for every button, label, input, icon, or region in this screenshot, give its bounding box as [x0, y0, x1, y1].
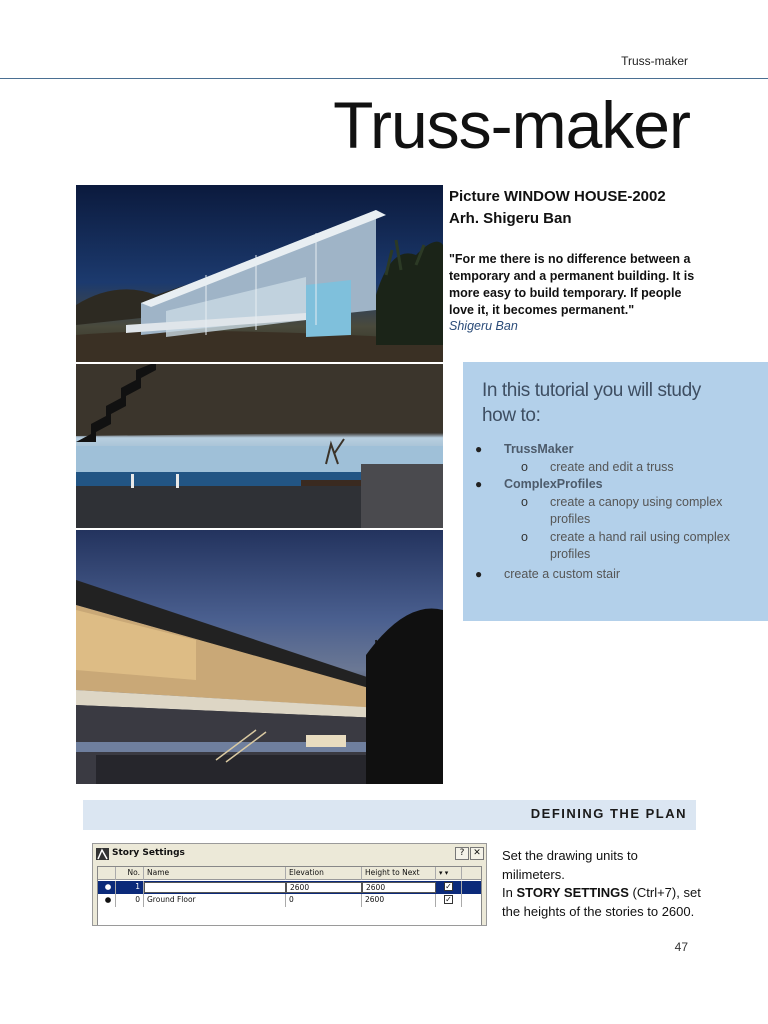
table-row[interactable] — [98, 881, 481, 894]
show-checkbox[interactable]: ✓ — [445, 882, 452, 891]
tutorial-heading: In this tutorial you will study how to: — [482, 380, 701, 426]
photo-interior — [76, 364, 443, 528]
plan-rest: (Ctrl+7), set the heights of the stories to 2600. — [502, 885, 701, 919]
photo-night — [76, 530, 443, 784]
plan-instructions — [502, 847, 702, 921]
list-subitem-label: create and edit a truss — [550, 459, 674, 474]
quote-author: Shigeru Ban — [449, 319, 518, 333]
cell-height[interactable]: 2600 — [362, 894, 436, 907]
page-number: 47 — [674, 940, 688, 954]
story-grid — [97, 866, 482, 926]
close-button[interactable]: ✕ — [470, 847, 484, 860]
cell-elevation[interactable]: 0 — [286, 894, 362, 907]
cell-no: 0 — [116, 894, 144, 907]
bullet-icon: ● — [475, 477, 483, 491]
tutorial-box — [463, 362, 768, 621]
dialog-titlebar — [93, 844, 486, 864]
column-header-show[interactable]: ▾ ▾ — [436, 867, 462, 880]
quote-text: "For me there is no difference between a temporary and a permanent building. It is more easy to build temporary. If people love it, it becomes permanent." — [449, 252, 695, 317]
app-logo-icon — [96, 848, 109, 860]
list-item — [475, 441, 760, 459]
row-marker: ● — [98, 894, 116, 907]
column-header-name[interactable]: Name — [144, 867, 286, 880]
bullet-icon: ● — [475, 566, 483, 581]
cell-show-checkbox-wrap — [436, 881, 462, 894]
list-subitem — [475, 494, 760, 529]
plan-line-1: Set the drawing units to milimeters. — [502, 848, 638, 882]
header-rule — [0, 78, 768, 79]
photo-caption — [449, 186, 666, 230]
grid-header-row — [98, 867, 481, 880]
caption-line-2: Arh. Shigeru Ban — [449, 210, 572, 227]
cell-show-checkbox-wrap — [436, 894, 462, 907]
photo-exterior — [76, 185, 443, 362]
row-marker: ● — [98, 881, 116, 894]
list-subitem — [475, 529, 760, 564]
grid-marker-header — [98, 867, 116, 880]
help-button[interactable]: ? — [455, 847, 469, 860]
circle-bullet-icon: o — [521, 459, 528, 474]
tutorial-list — [475, 441, 760, 583]
list-item-label: create a custom stair — [504, 566, 621, 581]
column-header-elevation[interactable]: Elevation — [286, 867, 362, 880]
column-header-no[interactable]: No. — [116, 867, 144, 880]
section-band — [83, 800, 696, 830]
list-subitem — [475, 459, 760, 477]
story-settings-dialog — [92, 843, 487, 926]
column-header-height-to-next[interactable]: Height to Next — [362, 867, 436, 880]
circle-bullet-icon: o — [521, 494, 528, 509]
cell-elevation-input[interactable]: 2600 — [286, 882, 362, 893]
cell-height-input[interactable]: 2600 — [362, 882, 436, 893]
page-title: Truss-maker — [333, 88, 690, 162]
show-checkbox[interactable]: ✓ — [445, 895, 452, 904]
list-item-label: TrussMaker — [504, 442, 574, 456]
dialog-title: Story Settings — [112, 848, 185, 858]
cell-name-input[interactable] — [144, 882, 286, 893]
plan-in-word: In — [502, 885, 513, 900]
cell-name[interactable]: Ground Floor — [144, 894, 286, 907]
caption-line-1: Picture WINDOW HOUSE-2002 — [449, 188, 666, 205]
table-row[interactable] — [98, 894, 481, 907]
circle-bullet-icon: o — [521, 529, 528, 544]
running-header: Truss-maker — [621, 54, 688, 68]
list-subitem-label: create a canopy using complex profiles — [550, 494, 723, 526]
list-item-label: ComplexProfiles — [504, 477, 603, 491]
cell-no: 1 — [116, 881, 144, 894]
list-item — [475, 566, 760, 584]
story-settings-emphasis: STORY SETTINGS — [516, 885, 629, 900]
section-title: DEFINING THE PLAN — [530, 806, 687, 821]
list-item — [475, 476, 760, 494]
list-subitem-label: create a hand rail using complex profiles — [550, 529, 730, 561]
bullet-icon: ● — [475, 442, 483, 456]
